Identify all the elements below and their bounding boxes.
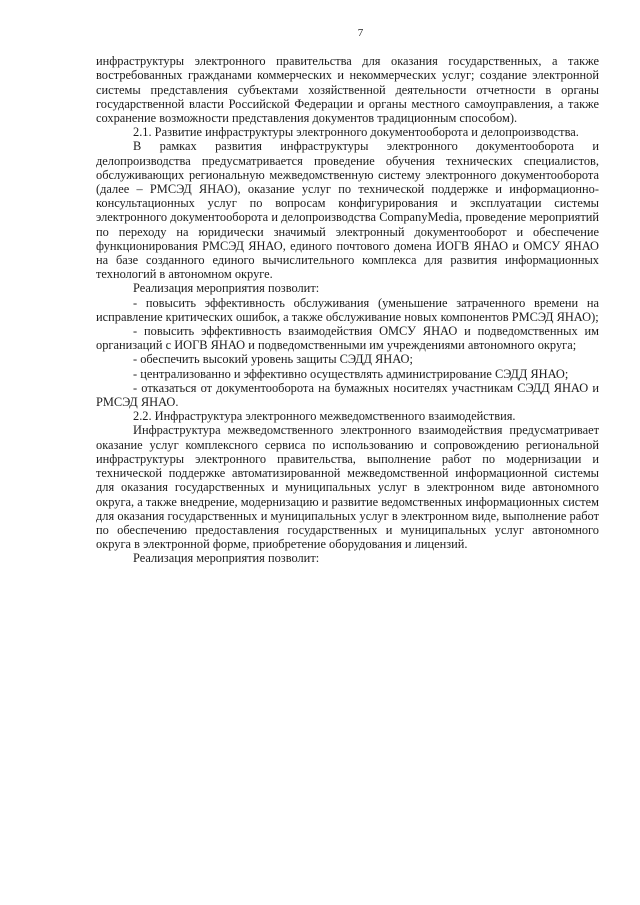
paragraph: - обеспечить высокий уровень защиты СЭДД ЯНАО; [133, 352, 413, 367]
document-page [96, 26, 599, 566]
paragraph: - централизованно и эффективно осуществлять администрирование СЭДД ЯНАО; [133, 366, 569, 381]
paragraph: В рамках развития инфраструктуры электронного документооборота и делопроизводства предусматривается проведение обучения технических специалистов, обслуживающих региональную межведомственную систему электронного документооборота (далее – РМСЭД ЯНАО), оказание услуг по технической поддержке и информационно-консультационных услуг по вопросам конфигурирования и эксплуатации системы электронного документооборота и делопроизводства CompanyMedia, проведение мероприятий по переходу на юридически значимый электронный документооборот и обеспечение функционирования РМСЭД ЯНАО, единого почтового домена ИОГВ ЯНАО и ОМСУ ЯНАО на базе созданного единого вычислительного комплекса для развития информационных технологий в автономном округе. [96, 139, 599, 282]
paragraph: Инфраструктура межведомственного электронного взаимодействия предусматривает оказание услуг комплексного сервиса по использованию и сопровождению региональной инфраструктуры электронного правительства, выполнение работ по модернизации и технической поддержке автоматизированной межведомственной информационной системы для оказания государственных и муниципальных услуг в электронном виде автономного округа, а также внедрение, модернизацию и развитие ведомственных информационных систем для оказания государственных и муниципальных услуг в электронном виде, выполнение работ по обеспечению предоставления государственных и муниципальных услуг автономного округа в электронной форме, приобретение оборудования и лицензий. [96, 423, 599, 552]
paragraph: - повысить эффективность обслуживания (уменьшение затраченного времени на исправление критических ошибок, а также обслуживание новых компонентов РМСЭД ЯНАО); [96, 295, 599, 324]
paragraph: - повысить эффективность взаимодействия ОМСУ ЯНАО и подведомственных им организаций с ИОГВ ЯНАО и подведомственными им учреждениями автономного округа; [96, 324, 599, 353]
paragraph: 2.1. Развитие инфраструктуры электронного документооборота и делопроизводства. [133, 125, 579, 140]
paragraph: 2.2. Инфраструктура электронного межведомственного взаимодействия. [133, 409, 516, 424]
paragraph: Реализация мероприятия позволит: [133, 551, 320, 566]
document-body [96, 54, 599, 565]
page-number: 7 [357, 27, 364, 39]
paragraph: инфраструктуры электронного правительства для оказания государственных, а также востребованных гражданами коммерческих и некоммерческих услуг; создание электронной системы представления субъектами хозяйственной деятельности отчетности в органы государственной власти Российской Федерации и органы местного самоуправления, а также сохранение возможности представления документов традиционным способом). [96, 54, 599, 126]
paragraph: Реализация мероприятия позволит: [133, 281, 320, 296]
paragraph: - отказаться от документооборота на бумажных носителях участникам СЭДД ЯНАО и РМСЭД ЯНАО. [96, 380, 599, 410]
